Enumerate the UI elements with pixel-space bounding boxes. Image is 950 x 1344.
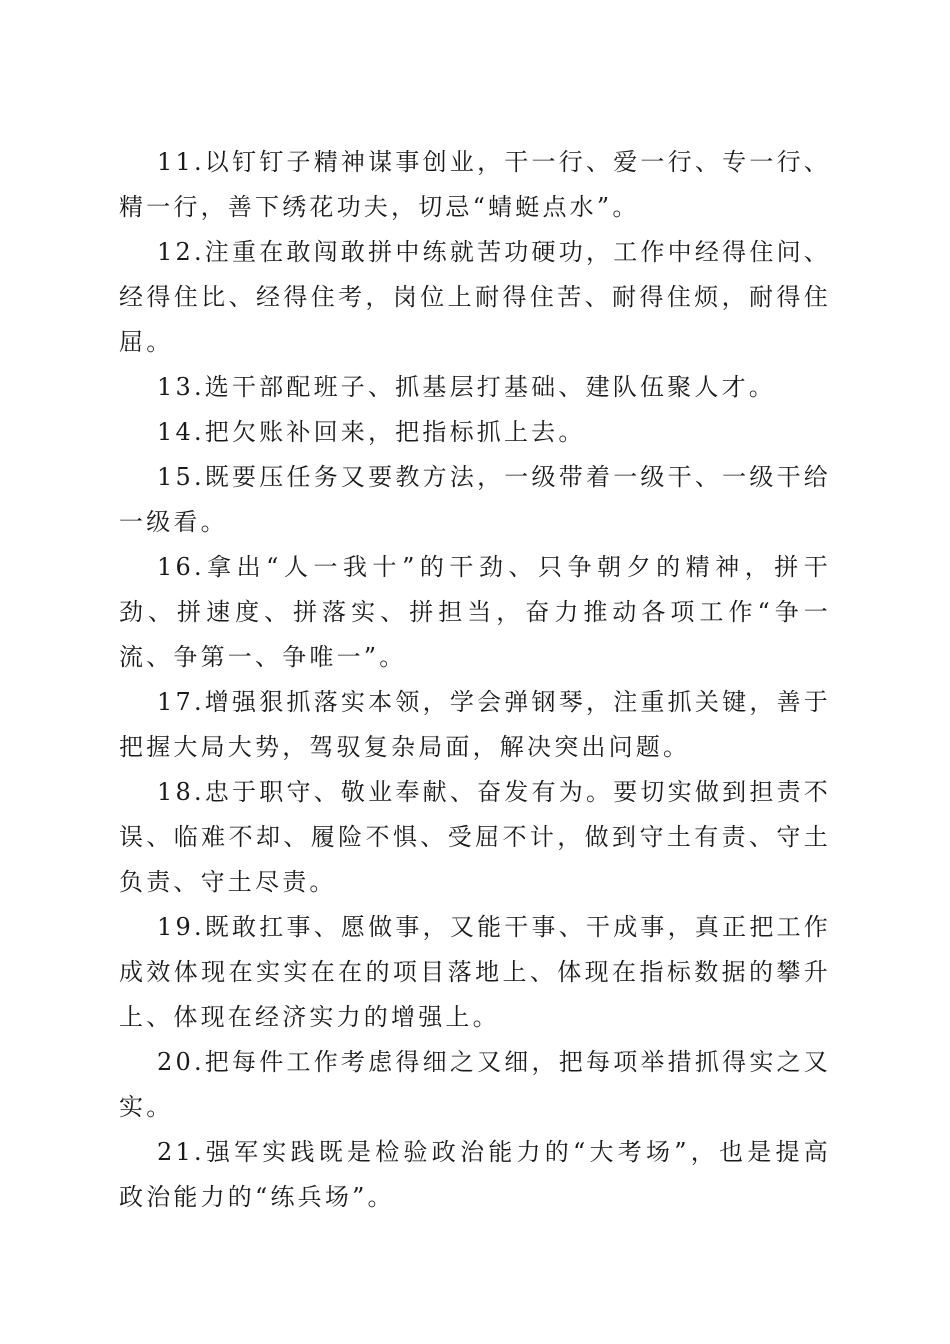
- document-body: [119, 140, 831, 1220]
- list-item: 18.忠于职守、敬业奉献、奋发有为。要切实做到担责不误、临难不却、履险不惧、受屈不计，做到守土有责、守土负责、守土尽责。: [119, 778, 831, 896]
- list-item: 12.注重在敢闯敢拼中练就苦功硬功，工作中经得住问、经得住比、经得住考，岗位上耐得住苦、耐得住烦，耐得住屈。: [119, 238, 831, 356]
- list-item: 11.以钉钉子精神谋事创业，干一行、爱一行、专一行、精一行，善下绣花功夫，切忌“蜻蜓点水”。: [119, 148, 831, 221]
- list-item: 17.增强狠抓落实本领，学会弹钢琴，注重抓关键，善于把握大局大势，驾驭复杂局面，解决突出问题。: [119, 688, 831, 761]
- list-item: 13.选干部配班子、抓基层打基础、建队伍聚人才。: [157, 373, 776, 401]
- list-item: 16.拿出“人一我十”的干劲、只争朝夕的精神，拼干劲、拼速度、拼落实、拼担当，奋力推动各项工作“争一流、争第一、争唯一”。: [119, 553, 831, 671]
- list-item: 15.既要压任务又要教方法，一级带着一级干、一级干给一级看。: [119, 463, 831, 536]
- list-item: 21.强军实践既是检验政治能力的“大考场”，也是提高政治能力的“练兵场”。: [119, 1138, 831, 1211]
- list-item: 14.把欠账补回来，把指标抓上去。: [157, 418, 586, 446]
- list-item: 19.既敢扛事、愿做事，又能干事、干成事，真正把工作成效体现在实实在在的项目落地上、体现在指标数据的攀升上、体现在经济实力的增强上。: [119, 913, 831, 1031]
- list-item: 20.把每件工作考虑得细之又细，把每项举措抓得实之又实。: [119, 1048, 831, 1121]
